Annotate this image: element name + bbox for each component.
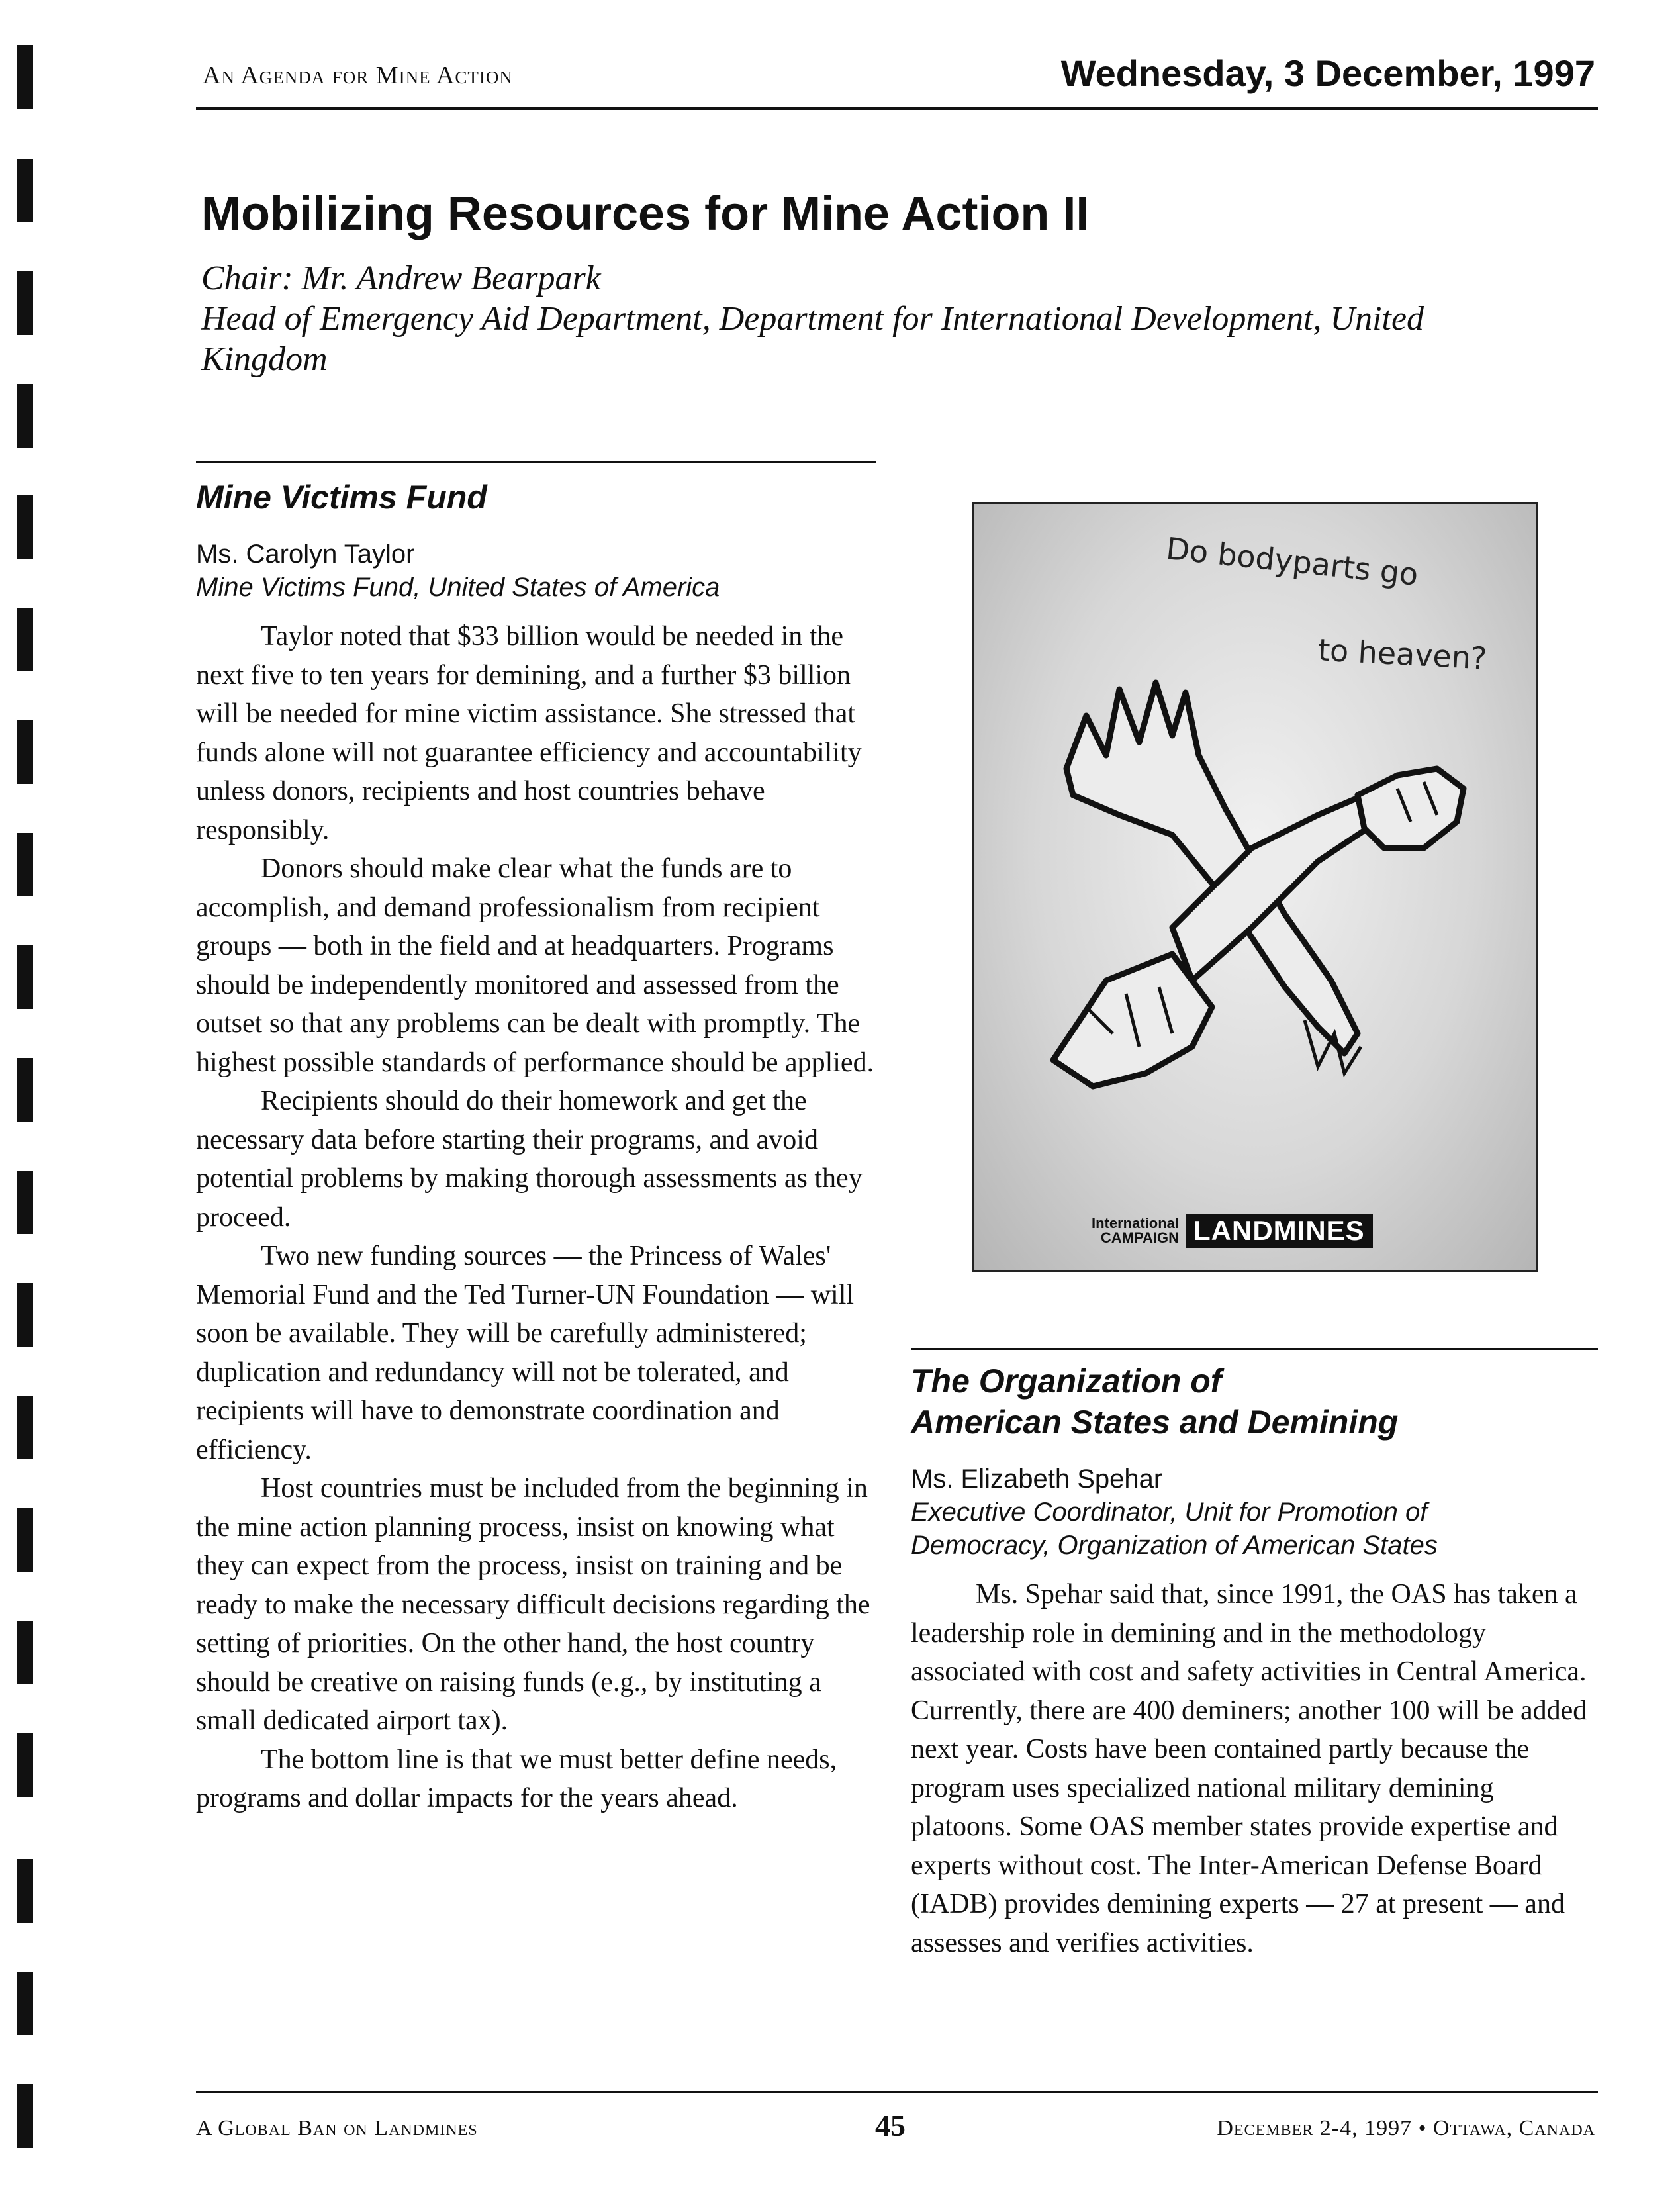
article2-affiliation-line1: Executive Coordinator, Unit for Promotion of [911, 1498, 1428, 1527]
article1-paragraph: The bottom line is that we must better define needs, programs and dollar impacts for the years ahead. [196, 1744, 837, 1813]
article1 [196, 477, 878, 1818]
chair-block [201, 258, 1525, 379]
article1-paragraph: Taylor noted that $33 billion would be needed in the next five to ten years for demining, and a further $3 billion will be needed for mine victim assistance. She stressed that funds alone will not guarantee efficiency and accountability unless donors, recipients and host countries behave responsibly. [196, 621, 862, 845]
footer-left-title: A Global Ban on Landmines [196, 2116, 478, 2140]
page-title: Mobilizing Resources for Mine Action II [201, 187, 1090, 240]
binder-hole [17, 1508, 33, 1572]
chair-line: Chair: Mr. Andrew Bearpark [201, 260, 601, 297]
icbl-logo [1092, 1212, 1373, 1249]
binder-hole [17, 1859, 33, 1923]
article1-paragraph: Donors should make clear what the funds are to accomplish, and demand professionalism from recipient groups — both in the field and at headquarters. Programs should be independently monitored and assessed from the outset so that any problems can be dealt with promptly. The highest possible standards of performance should be applied. [196, 853, 874, 1078]
article1-body [196, 617, 878, 1818]
severed-limbs-illustration [974, 504, 1536, 1270]
logo-small-top: International [1092, 1215, 1180, 1231]
binder-hole [17, 720, 33, 784]
binder-hole [17, 1733, 33, 1797]
article2-top-rule [911, 1348, 1598, 1350]
binder-hole [17, 384, 33, 448]
binder-hole [17, 2084, 33, 2148]
article1-affiliation: Mine Victims Fund, United States of America [196, 573, 720, 602]
poster-caption-line1: Do bodyparts go [1164, 530, 1420, 593]
binder-hole [17, 45, 33, 109]
footer-rule [196, 2091, 1598, 2093]
article1-heading: Mine Victims Fund [196, 479, 487, 516]
article2-affiliation-line2: Democracy, Organization of American States [911, 1531, 1438, 1560]
landmines-poster [972, 502, 1538, 1272]
article2-paragraph: Ms. Spehar said that, since 1991, the OAS has taken a leadership role in demining and in the methodology associated with cost and safety activities in Central America. Currently, there are 400 deminers; another 100 will be added next year. Costs have been contained partly because the program uses specialized national military demining platoons. Some OAS member states provide expertise and experts without cost. The Inter-American Defense Board (IADB) provides demining experts — 27 at present — and assesses and verifies activities. [911, 1579, 1587, 1958]
session-date: Wednesday, 3 December, 1997 [1060, 52, 1595, 94]
article2 [911, 1361, 1599, 1962]
binder-hole [17, 1283, 33, 1347]
binder-hole [17, 271, 33, 335]
article1-top-rule [196, 461, 876, 463]
article2-heading-line2: American States and Demining [911, 1404, 1399, 1441]
binder-hole [17, 1058, 33, 1122]
article1-paragraph: Recipients should do their homework and get the necessary data before starting their programs, and avoid potential problems by making thorough assessments as they proceed. [196, 1086, 863, 1233]
binder-hole [17, 159, 33, 222]
article1-speaker: Ms. Carolyn Taylor [196, 540, 415, 569]
poster-caption-line2: to heaven? [1317, 632, 1488, 677]
running-title: An Agenda for Mine Action [203, 62, 513, 89]
binder-hole [17, 1171, 33, 1234]
article2-speaker: Ms. Elizabeth Spehar [911, 1464, 1163, 1494]
footer-right-event: December 2-4, 1997 • Ottawa, Canada [1217, 2116, 1595, 2140]
logo-small-bottom: CAMPAIGN [1100, 1229, 1180, 1246]
page-number: 45 [875, 2109, 906, 2142]
header-rule [196, 107, 1598, 110]
article2-heading-line1: The Organization of [911, 1363, 1222, 1400]
binder-hole [17, 1621, 33, 1684]
binder-hole [17, 945, 33, 1009]
binder-hole [17, 1972, 33, 2035]
binder-hole [17, 1396, 33, 1459]
article2-body [911, 1575, 1599, 1962]
binder-hole [17, 495, 33, 559]
article1-paragraph: Two new funding sources — the Princess of Wales' Memorial Fund and the Ted Turner-UN Foundation — will soon be available. They will be carefully administered; duplication and redundancy will not be tolerated, and recipients will have to demonstrate coordination and efficiency. [196, 1241, 855, 1465]
binder-hole [17, 833, 33, 896]
chair-role: Head of Emergency Aid Department, Department for International Development, United Kingdom [201, 300, 1424, 378]
article1-paragraph: Host countries must be included from the beginning in the mine action planning process, insist on knowing what they can expect from the process, insist on training and be ready to make the necessary difficult decisions regarding the setting of priorities. On the other hand, the host country should be creative on raising funds (e.g., by instituting a small dedicated airport tax). [196, 1473, 870, 1736]
binder-hole [17, 608, 33, 671]
logo-main: LANDMINES [1186, 1214, 1373, 1248]
